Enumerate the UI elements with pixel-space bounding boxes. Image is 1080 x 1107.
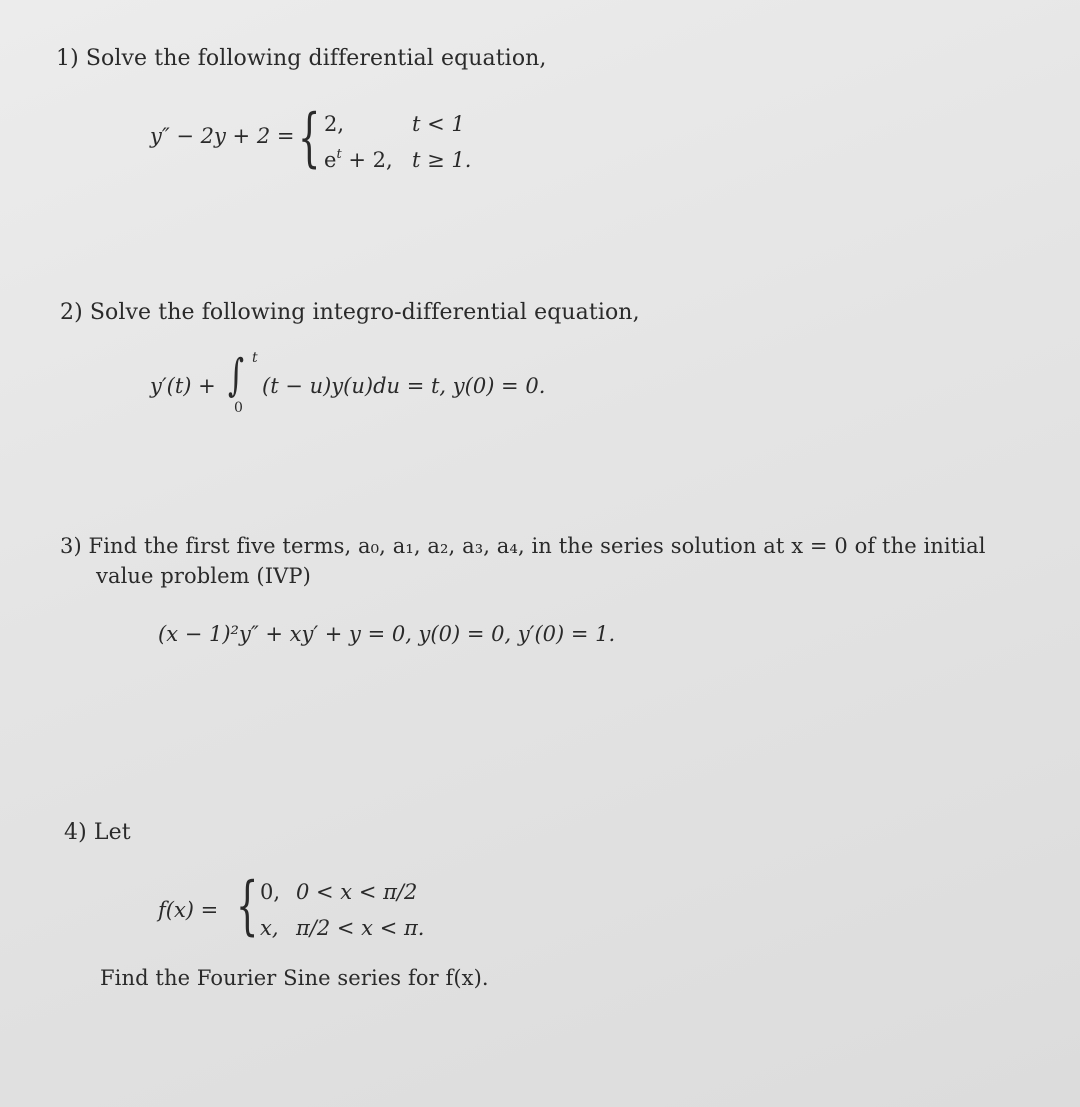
problem-2-heading: 2) Solve the following integro-differential equation, — [60, 300, 640, 325]
problem-1-equation-lhs: y″ − 2y + 2 = — [150, 124, 295, 148]
problem-3-equation: (x − 1)²y″ + xy′ + y = 0, y(0) = 0, y′(0) = 1. — [158, 622, 616, 646]
problem-1-case-1-value: 2, — [324, 112, 345, 136]
problem-4-question: Find the Fourier Sine series for f(x). — [100, 966, 489, 990]
problem-4-case-2-condition: π/2 < x < π. — [296, 916, 425, 940]
problem-1-case-1-condition: t < 1 — [412, 112, 465, 136]
problem-4-case-2-value: x, — [260, 916, 279, 940]
problem-4-function-lhs: f(x) = — [158, 898, 219, 922]
problem-1-case-2-condition: t ≥ 1. — [412, 148, 472, 172]
problem-1-case-2-value: $e^t + 2$, — [324, 147, 393, 172]
problem-2-integral-sign: ∫ — [228, 350, 245, 401]
problem-2-equation-lhs: y′(t) + — [150, 374, 216, 398]
problem-4-case-1-condition: 0 < x < π/2 — [296, 880, 418, 904]
problem-2-integral-upper-limit: t — [252, 350, 258, 366]
problem-4-case-1-value: 0, — [260, 880, 281, 904]
problem-4-brace: { — [236, 869, 259, 943]
problem-4-heading: 4) Let — [64, 820, 131, 845]
problem-1-heading: 1) Solve the following differential equation, — [56, 46, 547, 71]
problem-3-heading-line-1: 3) Find the first five terms, a₀, a₁, a₂, a₃, a₄, in the series solution at x = 0 of the initial — [60, 534, 986, 558]
problem-2-integral-lower-limit: 0 — [234, 400, 243, 416]
problem-1-brace: { — [298, 101, 321, 175]
problem-3-heading-line-2: value problem (IVP) — [96, 564, 311, 588]
problem-2-integrand: (t − u)y(u)du = t, y(0) = 0. — [262, 374, 546, 398]
